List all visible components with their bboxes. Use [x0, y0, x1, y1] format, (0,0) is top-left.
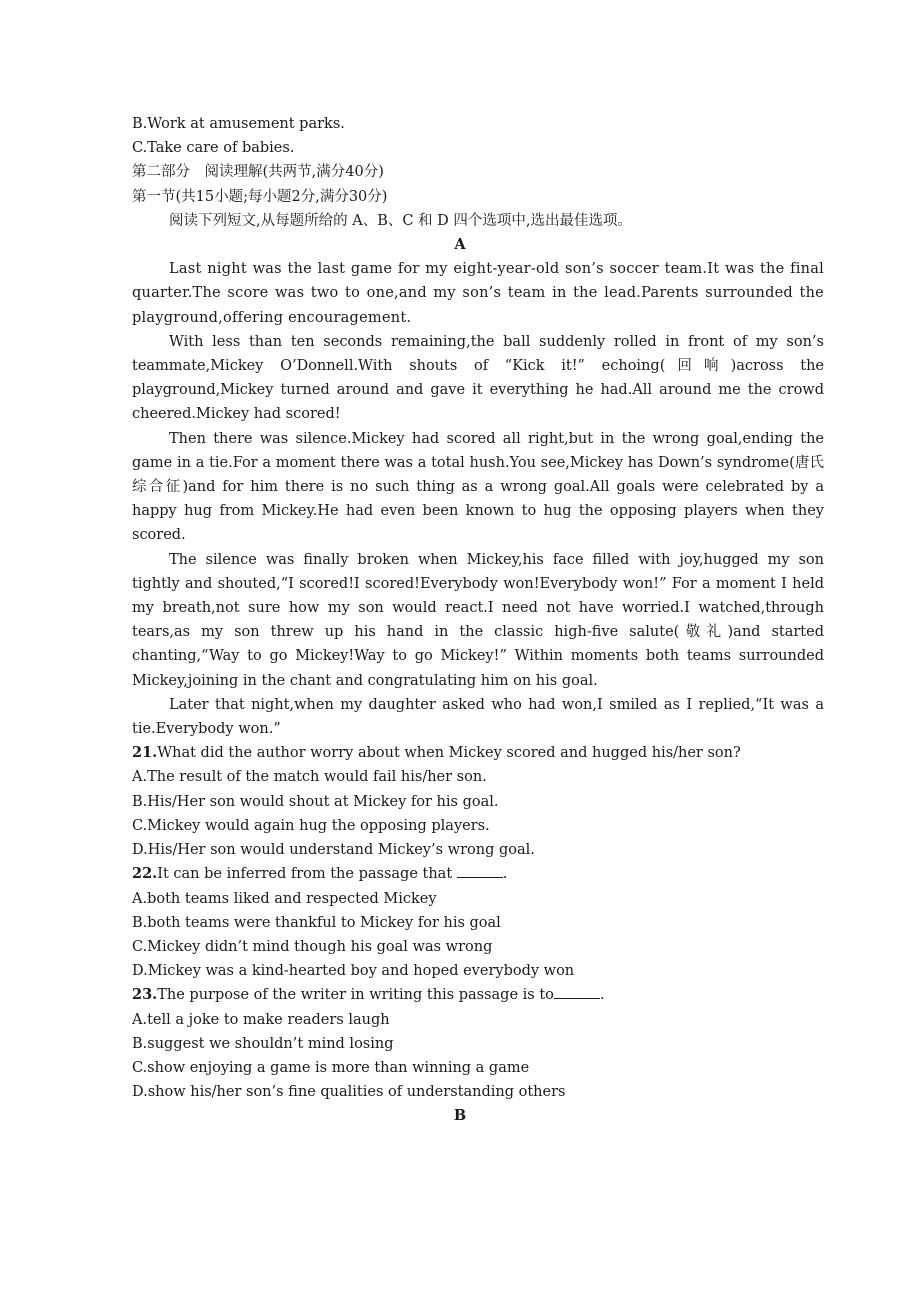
question-text: The purpose of the writer in writing this passage is to — [157, 987, 554, 1004]
passage-a-label: A — [454, 236, 466, 254]
answer-blank — [554, 984, 600, 999]
previous-option-c: C.Take care of babies. — [132, 140, 295, 157]
option: A.both teams liked and respected Mickey — [132, 890, 437, 907]
question-stem — [132, 741, 824, 765]
passage-paragraph: The silence was finally broken when Mickey,his face filled with joy,hugged my son tightly and shouted,“I scored!I scored!Everybody won!Everybody won!” For a moment I held my breath,not sure how my son would react.I need not have worried.I watched,through tears,as my son threw up his hand in the classic high-five salute(敬礼)and started chanting,“Way to go Mickey!Way to go Mickey!” Within moments both teams surrounded Mickey,joining in the chant and congratulating him on his goal. — [132, 551, 824, 689]
option: C.Mickey would again hug the opposing players. — [132, 817, 490, 834]
passage-paragraph: Later that night,when my daughter asked who had won,I smiled as I replied,“It was a tie.Everybody won.” — [132, 696, 824, 738]
option: B.both teams were thankful to Mickey for his goal — [132, 914, 501, 931]
instructions: 阅读下列短文,从每题所给的 A、B、C 和 D 四个选项中,选出最佳选项。 — [169, 212, 632, 229]
option: D.His/Her son would understand Mickey’s wrong goal. — [132, 842, 535, 859]
document-page — [132, 112, 824, 1129]
passage-paragraph: With less than ten seconds remaining,the ball suddenly rolled in front of my son’s teammate,Mickey O’Donnell.With shouts of “Kick it!” echoing(回响)across the playground,Mickey turned around and gave it everything he had.All around me the crowd cheered.Mickey had scored! — [132, 333, 824, 423]
question-22 — [132, 862, 824, 983]
question-number: 22. — [132, 865, 158, 883]
question-stem — [132, 983, 824, 1007]
passage-paragraph: Last night was the last game for my eight-year-old son’s soccer team.It was the final quarter.The score was two to one,and my son’s team in the lead.Parents surrounded the playground,offering encouragement. — [132, 261, 824, 326]
question-text-end: . — [502, 866, 508, 883]
option: A.The result of the match would fail his/her son. — [132, 769, 487, 786]
question-text: What did the author worry about when Mickey scored and hugged his/her son? — [157, 745, 741, 762]
passage-b-label: B — [453, 1107, 467, 1125]
part-title: 第二部分 阅读理解(共两节,满分40分) — [132, 164, 384, 181]
passage-paragraph: Then there was silence.Mickey had scored all right,but in the wrong goal,ending the game in a tie.For a moment there was a total hush.You see,Mickey has Down’s syndrome(唐氏综合征)and for him there is no such thing as a wrong goal.All goals were celebrated by a happy hug from Mickey.He had even been known to hug the opposing players when they scored. — [132, 430, 824, 544]
option: B.suggest we shouldn’t mind losing — [132, 1035, 394, 1052]
question-23 — [132, 983, 824, 1104]
option: B.His/Her son would shout at Mickey for his goal. — [132, 793, 499, 810]
option: A.tell a joke to make readers laugh — [132, 1011, 390, 1028]
question-text-end: . — [599, 987, 605, 1004]
question-number: 21. — [132, 744, 158, 762]
previous-option-b: B.Work at amusement parks. — [132, 116, 345, 132]
question-stem — [132, 862, 824, 886]
answer-blank — [457, 863, 503, 878]
option: D.Mickey was a kind-hearted boy and hoped everybody won — [132, 963, 575, 980]
question-number: 23. — [132, 986, 158, 1004]
option: C.show enjoying a game is more than winning a game — [132, 1059, 530, 1076]
question-21 — [132, 741, 824, 862]
option: D.show his/her son’s fine qualities of understanding others — [132, 1084, 566, 1101]
question-text: It can be inferred from the passage that — [157, 866, 457, 883]
section-title: 第一节(共15小题;每小题2分,满分30分) — [132, 188, 388, 205]
option: C.Mickey didn’t mind though his goal was wrong — [132, 938, 493, 955]
